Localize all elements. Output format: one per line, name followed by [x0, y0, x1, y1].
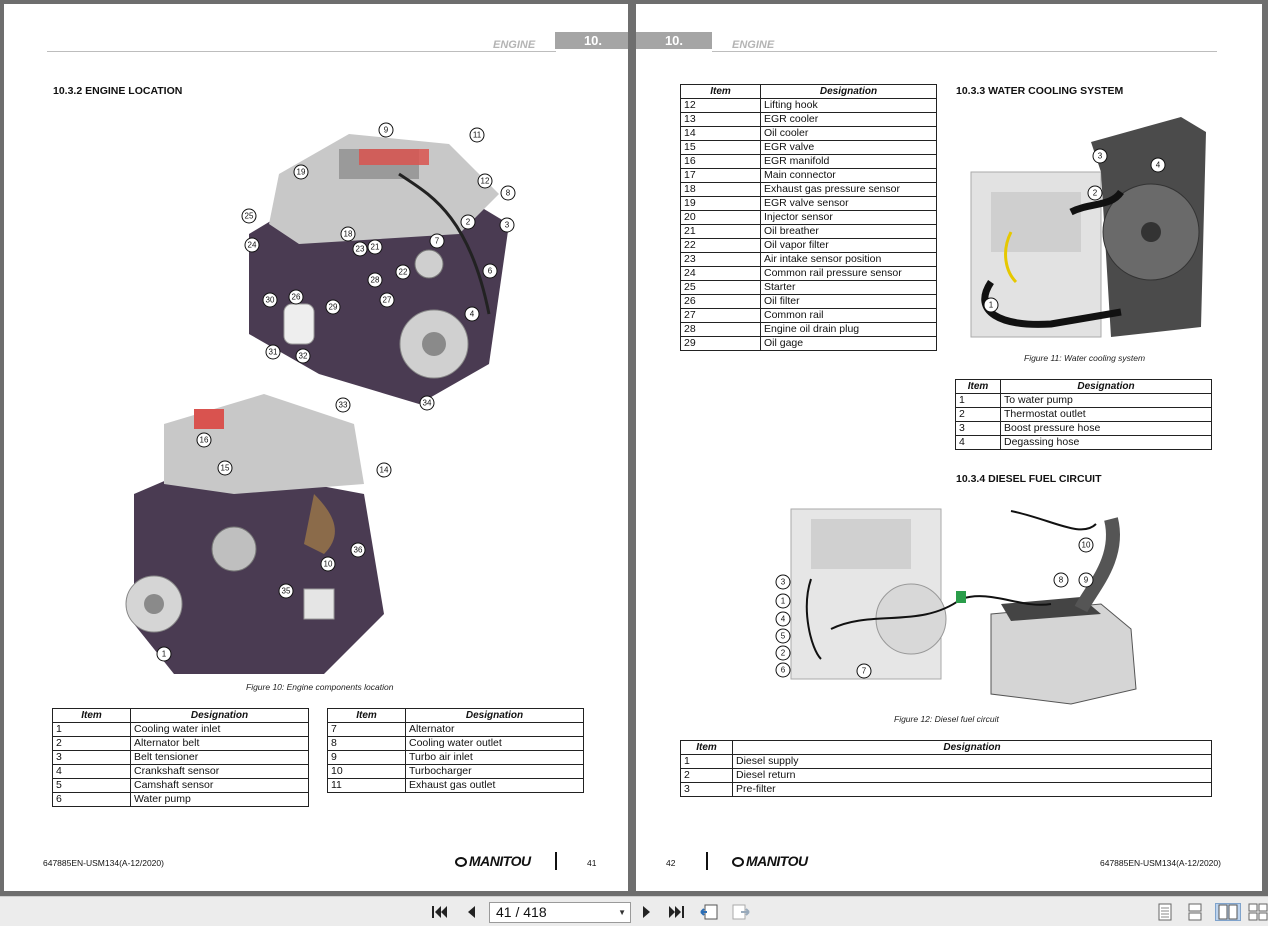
brand-name: MANITOU	[469, 853, 531, 869]
col-designation: Designation	[131, 709, 309, 723]
svg-text:27: 27	[382, 295, 392, 305]
item-cell: 3	[53, 751, 131, 765]
header-rule	[47, 51, 556, 52]
callout-15	[218, 461, 232, 475]
svg-text:34: 34	[422, 398, 432, 408]
designation-cell: Diesel return	[733, 769, 1212, 783]
svg-text:7: 7	[434, 236, 440, 246]
item-cell: 3	[956, 422, 1001, 436]
callout-29	[326, 300, 340, 314]
svg-text:3: 3	[504, 220, 510, 230]
table-row	[956, 422, 1212, 436]
designation-table-2	[327, 708, 584, 793]
designation-cell: To water pump	[1001, 394, 1212, 408]
svg-text:1: 1	[780, 596, 786, 606]
svg-text:18: 18	[343, 229, 353, 239]
svg-text:11: 11	[472, 130, 482, 140]
designation-cell: Oil gage	[761, 337, 937, 351]
item-cell: 29	[681, 337, 761, 351]
manitou-logo-icon	[732, 857, 744, 867]
svg-text:7: 7	[861, 666, 867, 676]
callout-3	[1093, 149, 1107, 163]
item-cell: 24	[681, 267, 761, 281]
designation-cell: Turbo air inlet	[406, 751, 584, 765]
diesel-fuel-figure	[751, 499, 1151, 709]
right-page	[636, 4, 1262, 891]
svg-text:16: 16	[199, 435, 209, 445]
table-row	[956, 408, 1212, 422]
callout-4	[1151, 158, 1165, 172]
svg-text:5: 5	[780, 631, 786, 641]
item-cell: 6	[53, 793, 131, 807]
callout-11	[470, 128, 484, 142]
item-cell: 22	[681, 239, 761, 253]
designation-cell: Camshaft sensor	[131, 779, 309, 793]
table-row	[328, 751, 584, 765]
callout-18	[341, 227, 355, 241]
svg-text:36: 36	[353, 545, 363, 555]
table-row	[681, 99, 937, 113]
designation-cell: Belt tensioner	[131, 751, 309, 765]
header-chapter: 10.	[636, 32, 712, 49]
col-item: Item	[681, 741, 733, 755]
svg-text:12: 12	[480, 176, 490, 186]
forward-view-icon[interactable]	[731, 903, 751, 921]
callout-28	[368, 273, 382, 287]
designation-cell: Oil vapor filter	[761, 239, 937, 253]
svg-text:3: 3	[1097, 151, 1103, 161]
designation-cell: Cooling water outlet	[406, 737, 584, 751]
item-cell: 14	[681, 127, 761, 141]
designation-cell: Boost pressure hose	[1001, 422, 1212, 436]
item-cell: 1	[681, 755, 733, 769]
table-body	[681, 755, 1212, 797]
table-body	[681, 99, 937, 351]
callout-1	[776, 594, 790, 608]
designation-table-4	[955, 379, 1212, 450]
svg-text:33: 33	[338, 400, 348, 410]
designation-table-1	[52, 708, 309, 807]
figure11-caption: Figure 11: Water cooling system	[1024, 353, 1146, 363]
callout-4	[776, 612, 790, 626]
chevron-down-icon[interactable]: ▼	[618, 908, 626, 917]
svg-text:1: 1	[988, 300, 994, 310]
col-designation: Designation	[761, 85, 937, 99]
back-view-icon[interactable]	[699, 903, 719, 921]
callout-16	[197, 433, 211, 447]
svg-text:29: 29	[328, 302, 338, 312]
designation-cell: Main connector	[761, 169, 937, 183]
svg-text:6: 6	[487, 266, 493, 276]
item-cell: 11	[328, 779, 406, 793]
designation-cell: Air intake sensor position	[761, 253, 937, 267]
continuous-view-icon[interactable]	[1185, 903, 1205, 921]
item-cell: 15	[681, 141, 761, 155]
item-cell: 19	[681, 197, 761, 211]
engine-figure-upper	[229, 114, 529, 414]
callout-19	[294, 165, 308, 179]
table-row	[53, 765, 309, 779]
table-row	[681, 155, 937, 169]
table-row	[681, 197, 937, 211]
figure12-caption: Figure 12: Diesel fuel circuit	[894, 714, 999, 724]
designation-cell: Oil cooler	[761, 127, 937, 141]
callout-1	[984, 298, 998, 312]
svg-text:30: 30	[265, 295, 275, 305]
table-body	[328, 723, 584, 793]
engine-figure-lower	[114, 384, 404, 684]
callout-22	[396, 265, 410, 279]
svg-text:2: 2	[1092, 188, 1098, 198]
designation-cell: Turbocharger	[406, 765, 584, 779]
table-row	[681, 295, 937, 309]
brand-name: MANITOU	[746, 853, 808, 869]
col-designation: Designation	[1001, 380, 1212, 394]
designation-cell: EGR valve	[761, 141, 937, 155]
footer-doc-ref: 647885EN-USM134(A-12/2020)	[43, 858, 164, 868]
svg-text:19: 19	[296, 167, 306, 177]
table-row	[681, 253, 937, 267]
callout-3	[500, 218, 514, 232]
table-row	[681, 309, 937, 323]
svg-text:32: 32	[298, 351, 308, 361]
svg-text:3: 3	[780, 577, 786, 587]
previous-page-icon[interactable]	[461, 903, 481, 921]
designation-cell: Engine oil drain plug	[761, 323, 937, 337]
next-page-icon[interactable]	[637, 903, 657, 921]
table-row	[681, 267, 937, 281]
item-cell: 9	[328, 751, 406, 765]
item-cell: 18	[681, 183, 761, 197]
callout-32	[296, 349, 310, 363]
svg-text:28: 28	[370, 275, 380, 285]
svg-text:9: 9	[383, 125, 389, 135]
callout-27	[380, 293, 394, 307]
item-cell: 2	[956, 408, 1001, 422]
designation-cell: EGR manifold	[761, 155, 937, 169]
table-row	[328, 765, 584, 779]
designation-cell: Starter	[761, 281, 937, 295]
table-row	[681, 211, 937, 225]
table-row	[681, 169, 937, 183]
figure-caption: Figure 10: Engine components location	[246, 682, 394, 692]
svg-text:2: 2	[465, 217, 471, 227]
water-cooling-figure	[961, 112, 1211, 347]
manitou-logo-icon	[455, 857, 467, 867]
callout-30	[263, 293, 277, 307]
page-field-value: 41 / 418	[496, 904, 547, 920]
callout-6	[776, 663, 790, 677]
item-cell: 13	[681, 113, 761, 127]
manitou-logo	[455, 853, 531, 869]
callout-25	[242, 209, 256, 223]
callout-8	[1054, 573, 1068, 587]
callout-21	[368, 240, 382, 254]
callout-14	[377, 463, 391, 477]
callout-2	[1088, 186, 1102, 200]
item-cell: 8	[328, 737, 406, 751]
page-number: 42	[666, 858, 676, 868]
table-row	[681, 239, 937, 253]
callout-10	[1079, 538, 1093, 552]
svg-text:9: 9	[1083, 575, 1089, 585]
designation-cell: Oil breather	[761, 225, 937, 239]
designation-cell: Common rail pressure sensor	[761, 267, 937, 281]
designation-table-3	[680, 84, 937, 351]
table-row	[328, 737, 584, 751]
table-row	[956, 394, 1212, 408]
svg-text:10: 10	[1081, 540, 1091, 550]
item-cell: 2	[681, 769, 733, 783]
designation-cell: Pre-filter	[733, 783, 1212, 797]
item-cell: 17	[681, 169, 761, 183]
left-page	[4, 4, 628, 891]
item-cell: 25	[681, 281, 761, 295]
col-item: Item	[956, 380, 1001, 394]
callout-2	[776, 646, 790, 660]
viewer-toolbar	[0, 896, 1268, 926]
designation-cell: Alternator belt	[131, 737, 309, 751]
callout-7	[430, 234, 444, 248]
two-page-view-icon[interactable]	[1215, 903, 1241, 921]
callout-1	[157, 647, 171, 661]
callout-6	[483, 264, 497, 278]
callout-12	[478, 174, 492, 188]
item-cell: 2	[53, 737, 131, 751]
item-cell: 1	[956, 394, 1001, 408]
item-cell: 27	[681, 309, 761, 323]
callout-2	[461, 215, 475, 229]
col-item: Item	[681, 85, 761, 99]
table-row	[53, 793, 309, 807]
designation-cell: Exhaust gas pressure sensor	[761, 183, 937, 197]
table-body	[53, 723, 309, 807]
table-row	[328, 723, 584, 737]
callout-3	[776, 575, 790, 589]
footer-doc-ref: 647885EN-USM134(A-12/2020)	[1100, 858, 1221, 868]
designation-cell: Thermostat outlet	[1001, 408, 1212, 422]
item-cell: 28	[681, 323, 761, 337]
table-row	[53, 779, 309, 793]
table-row	[681, 783, 1212, 797]
section-title-water: 10.3.3 WATER COOLING SYSTEM	[956, 85, 1124, 97]
table-row	[681, 755, 1212, 769]
svg-text:4: 4	[469, 309, 475, 319]
callout-10	[321, 557, 335, 571]
callout-5	[776, 629, 790, 643]
svg-text:31: 31	[268, 347, 278, 357]
callout-34	[420, 396, 434, 410]
designation-cell: Degassing hose	[1001, 436, 1212, 450]
callout-23	[353, 242, 367, 256]
col-item: Item	[328, 709, 406, 723]
first-page-icon[interactable]	[429, 903, 449, 921]
table-row	[681, 769, 1212, 783]
manitou-logo	[732, 853, 808, 869]
table-row	[53, 751, 309, 765]
item-cell: 12	[681, 99, 761, 113]
svg-text:6: 6	[780, 665, 786, 675]
callout-26	[289, 290, 303, 304]
col-designation: Designation	[733, 741, 1212, 755]
designation-cell: EGR valve sensor	[761, 197, 937, 211]
designation-cell: Common rail	[761, 309, 937, 323]
designation-cell: Diesel supply	[733, 755, 1212, 769]
item-cell: 23	[681, 253, 761, 267]
item-cell: 16	[681, 155, 761, 169]
two-page-continuous-icon[interactable]	[1248, 903, 1268, 921]
item-cell: 21	[681, 225, 761, 239]
table-body	[956, 394, 1212, 450]
svg-text:23: 23	[355, 244, 365, 254]
page-number: 41	[587, 858, 597, 868]
page-number-field[interactable]	[489, 902, 631, 923]
svg-text:35: 35	[281, 586, 291, 596]
item-cell: 4	[956, 436, 1001, 450]
svg-text:1: 1	[161, 649, 167, 659]
callout-24	[245, 238, 259, 252]
header-label: ENGINE	[732, 39, 775, 51]
designation-cell: Water pump	[131, 793, 309, 807]
table-row	[681, 113, 937, 127]
table-row	[328, 779, 584, 793]
item-cell: 1	[53, 723, 131, 737]
section-title: 10.3.2 ENGINE LOCATION	[53, 85, 183, 97]
designation-cell: Exhaust gas outlet	[406, 779, 584, 793]
callout-35	[279, 584, 293, 598]
header-chapter: 10.	[555, 32, 628, 49]
item-cell: 7	[328, 723, 406, 737]
callout-36	[351, 543, 365, 557]
table-row	[53, 737, 309, 751]
table-row	[956, 436, 1212, 450]
item-cell: 5	[53, 779, 131, 793]
col-item: Item	[53, 709, 131, 723]
item-cell: 20	[681, 211, 761, 225]
svg-text:4: 4	[1155, 160, 1161, 170]
svg-text:8: 8	[1058, 575, 1064, 585]
table-row	[681, 141, 937, 155]
table-row	[681, 323, 937, 337]
designation-cell: Injector sensor	[761, 211, 937, 225]
last-page-icon[interactable]	[667, 903, 687, 921]
designation-cell: Crankshaft sensor	[131, 765, 309, 779]
designation-cell: EGR cooler	[761, 113, 937, 127]
header-rule	[712, 51, 1217, 52]
svg-text:15: 15	[220, 463, 230, 473]
designation-cell: Alternator	[406, 723, 584, 737]
callout-4	[465, 307, 479, 321]
callout-9	[1079, 573, 1093, 587]
callout-8	[501, 186, 515, 200]
item-cell: 26	[681, 295, 761, 309]
designation-cell: Cooling water inlet	[131, 723, 309, 737]
item-cell: 3	[681, 783, 733, 797]
table-row	[681, 281, 937, 295]
callout-7	[857, 664, 871, 678]
table-row	[681, 337, 937, 351]
col-designation: Designation	[406, 709, 584, 723]
designation-table-5	[680, 740, 1212, 797]
svg-text:2: 2	[780, 648, 786, 658]
callout-9	[379, 123, 393, 137]
table-row	[681, 183, 937, 197]
svg-text:10: 10	[323, 559, 333, 569]
svg-text:21: 21	[370, 242, 380, 252]
footer-divider	[706, 852, 708, 870]
item-cell: 4	[53, 765, 131, 779]
svg-text:24: 24	[247, 240, 257, 250]
callout-31	[266, 345, 280, 359]
svg-text:4: 4	[780, 614, 786, 624]
designation-cell: Oil filter	[761, 295, 937, 309]
svg-text:8: 8	[505, 188, 511, 198]
table-row	[53, 723, 309, 737]
svg-text:25: 25	[244, 211, 254, 221]
svg-text:22: 22	[398, 267, 408, 277]
svg-text:26: 26	[291, 292, 301, 302]
table-row	[681, 225, 937, 239]
designation-cell: Lifting hook	[761, 99, 937, 113]
section-title-fuel: 10.3.4 DIESEL FUEL CIRCUIT	[956, 473, 1102, 485]
item-cell: 10	[328, 765, 406, 779]
table-row	[681, 127, 937, 141]
single-page-view-icon[interactable]	[1155, 903, 1175, 921]
header-label: ENGINE	[493, 39, 536, 51]
svg-text:14: 14	[379, 465, 389, 475]
footer-divider	[555, 852, 557, 870]
